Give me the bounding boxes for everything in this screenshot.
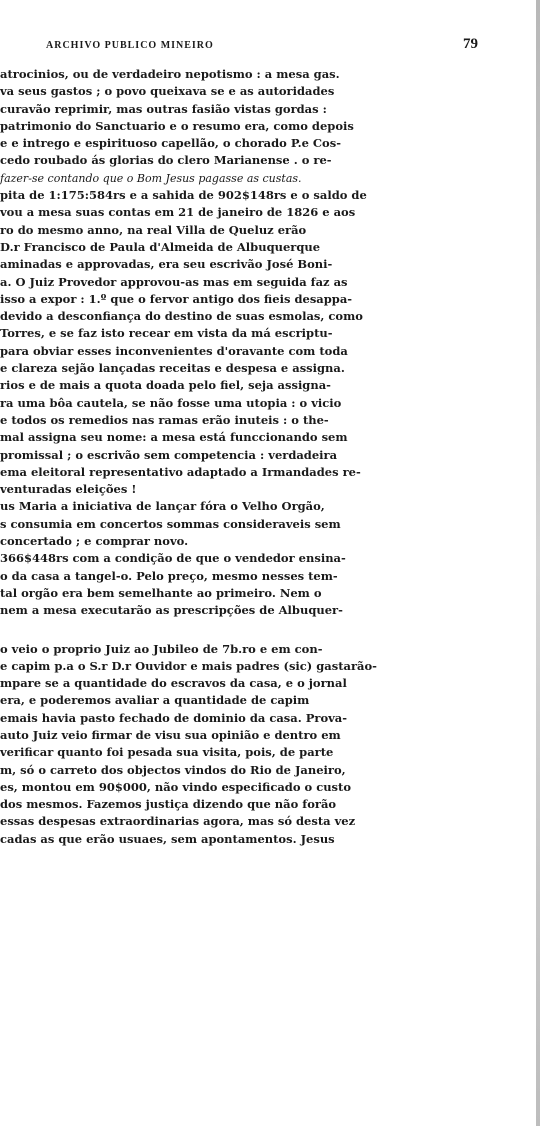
text-line: mpare se a quantidade do escravos da casa, e o jornal	[0, 676, 347, 691]
text-line: nem a mesa executarão as prescripções de Albuquer-	[0, 603, 343, 618]
text-line: pita de 1:175:584rs e a sahida de 902$148rs e o saldo de	[0, 188, 367, 203]
text-line: para obviar esses inconvenientes d'oravante com toda	[0, 343, 348, 358]
text-line: D.r Francisco de Paula d'Almeida de Albuquerque	[0, 239, 321, 254]
text-line: o da casa a tangel-o. Pelo preço, mesmo nesses tem-	[0, 568, 338, 583]
page-number: 79	[463, 36, 478, 52]
text-line: ema eleitoral representativo adaptado a Irmandades re-	[0, 464, 361, 479]
page-header	[38, 36, 478, 56]
text-line: cadas as que erão usuaes, sem apontamentos. Jesus	[0, 831, 335, 846]
text-line: auto Juiz veio firmar de visu sua opinião e dentro em	[0, 727, 341, 742]
scan-edge-bar	[536, 0, 540, 1126]
text-line: cedo roubado ás glorias do clero Marianense . o re-	[0, 153, 332, 168]
text-line: ra uma bôa cautela, se não fosse uma utopia : o vicio	[0, 395, 342, 410]
text-line: essas despesas extraordinarias agora, mas só desta vez	[0, 814, 356, 829]
text-line: era, e poderemos avaliar a quantidade de capim	[0, 693, 310, 708]
text-line: e capim p.a o S.r D.r Ouvidor e mais padres (sic) gastarão-	[0, 658, 377, 673]
text-line: 366$448rs com a condição de que o vendedor ensina-	[0, 551, 346, 566]
text-line: e e intrego e espirituoso capellão, o chorado P.e Cos-	[0, 136, 341, 151]
text-line: s consumia em concertos sommas consideraveis sem	[0, 516, 341, 531]
running-title: ARCHIVO PUBLICO MINEIRO	[46, 40, 214, 51]
text-line: promissal ; o escrivão sem competencia : verdadeira	[0, 447, 338, 462]
text-line: emais havia pasto fechado de dominio da casa. Prova-	[0, 710, 348, 725]
text-line: vou a mesa suas contas em 21 de janeiro de 1826 e aos	[0, 205, 356, 220]
body-text	[0, 66, 410, 848]
text-line: e todos os remedios nas ramas erão inuteis : o the-	[0, 412, 329, 427]
text-line: fazer-se contando que o Bom Jesus pagasse as custas.	[0, 171, 302, 185]
text-line: es, montou em 90$000, não vindo especificado o custo	[0, 779, 352, 794]
text-line: tal orgão era bem semelhante ao primeiro. Nem o	[0, 585, 322, 600]
text-line: verificar quanto foi pesada sua visita, pois, de parte	[0, 745, 334, 760]
text-line: us Maria a iniciativa de lançar fóra o Velho Orgão,	[0, 499, 325, 514]
text-line: atrocinios, ou de verdadeiro nepotismo : a mesa gas.	[0, 67, 340, 81]
text-line: devido a desconfiança do destino de suas esmolas, como	[0, 309, 363, 324]
text-line: va seus gastos ; o povo queixava se e as autoridades	[0, 84, 335, 99]
text-line: ro do mesmo anno, na real Villa de Queluz erão	[0, 222, 307, 237]
text-line: curavão reprimir, mas outras fasião vistas gordas :	[0, 101, 327, 116]
text-line: dos mesmos. Fazemos justiça dizendo que não forão	[0, 797, 337, 812]
text-line: rios e de mais a quota doada pelo fiel, seja assigna-	[0, 378, 331, 393]
text-line: isso a expor : 1.º que o fervor antigo dos fieis desappa-	[0, 291, 353, 306]
text-line: o veio o proprio Juiz ao Jubileo de 7b.ro e em con-	[0, 641, 323, 656]
text-line: mal assigna seu nome: a mesa está funccionando sem	[0, 430, 348, 445]
text-line: patrimonio do Sanctuario e o resumo era, como depois	[0, 118, 354, 133]
text-line: venturadas eleições !	[0, 482, 137, 497]
text-line: e clareza sejão lançadas receitas e despesa e assigna.	[0, 361, 345, 376]
text-line: concertado ; e comprar novo.	[0, 534, 189, 549]
text-line: aminadas e approvadas, era seu escrivão José Boni-	[0, 257, 333, 272]
text-line: Torres, e se faz isto recear em vista da má escriptu-	[0, 326, 333, 341]
text-line: m, só o carreto dos objectos vindos do Rio de Janeiro,	[0, 762, 346, 777]
text-line: a. O Juiz Provedor approvou-as mas em seguida faz as	[0, 274, 348, 289]
